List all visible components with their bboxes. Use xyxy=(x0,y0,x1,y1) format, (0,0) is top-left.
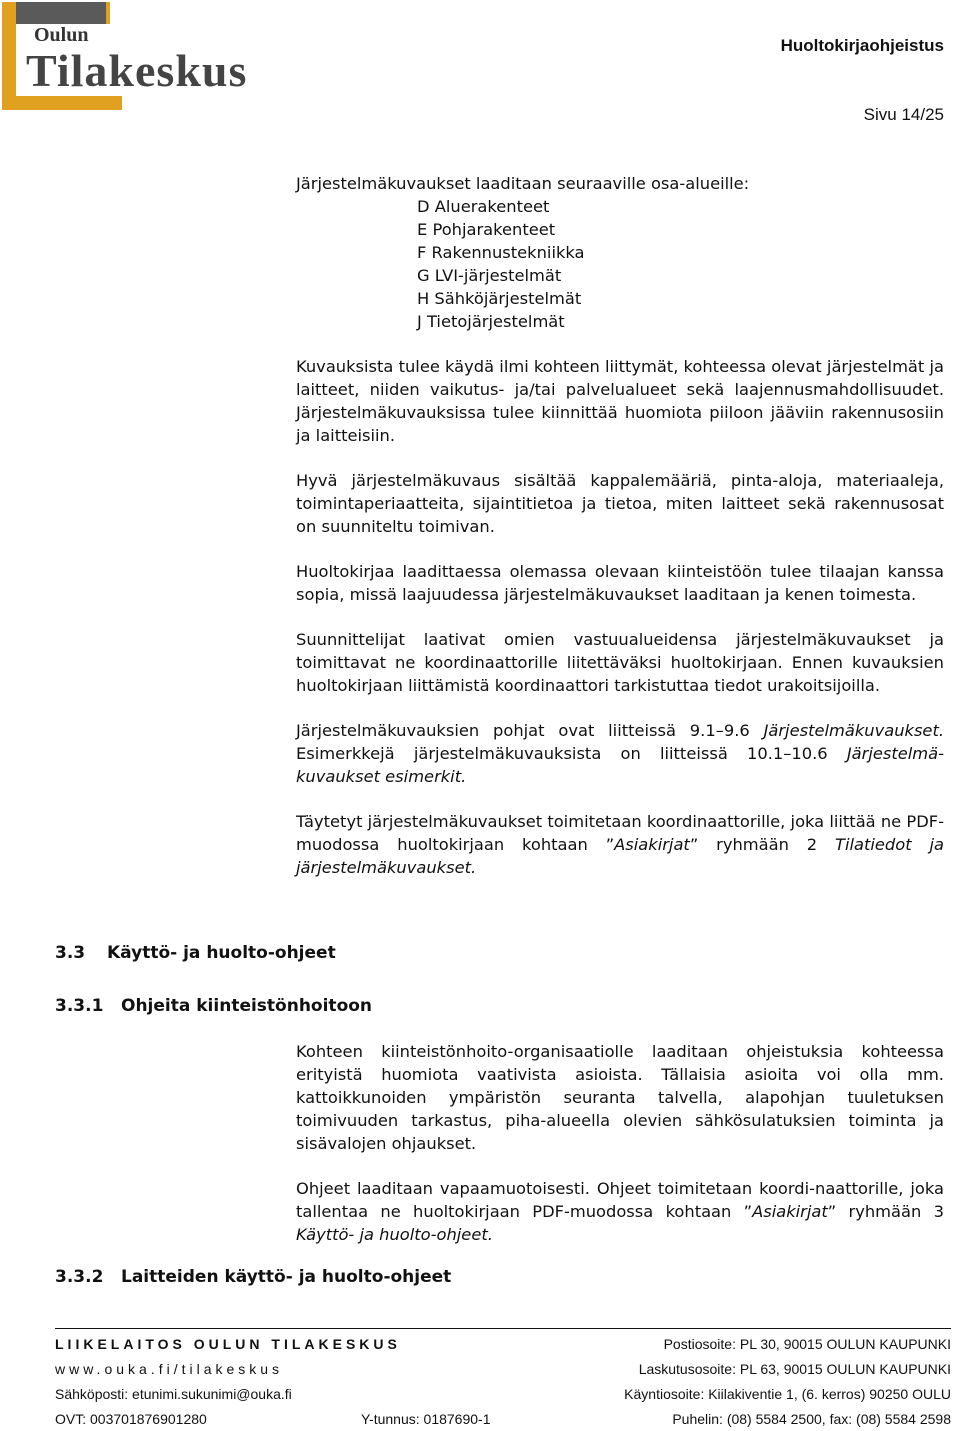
footer-billing-address: Laskutusosoite: PL 63, 90015 OULUN KAUPUNKI xyxy=(638,1361,951,1377)
heading-text: Käyttö- ja huolto-ohjeet xyxy=(107,943,336,963)
paragraph-attachments xyxy=(296,719,944,788)
folder-name: Asiakirjat xyxy=(614,835,690,854)
maintenance-content xyxy=(296,1040,944,1268)
text-run: Järjestelmäkuvauksien pohjat ovat liitteissä 9.1–9.6 xyxy=(296,721,764,740)
footer-email: Sähköposti: etunimi.sukunimi@ouka.fi xyxy=(55,1386,292,1402)
heading-number: 3.3.2 xyxy=(55,1267,104,1287)
list-item: H Sähköjärjestelmät xyxy=(417,289,582,308)
footer-ovt: OVT: 003701876901280 xyxy=(55,1411,207,1427)
list-intro: Järjestelmäkuvaukset laaditaan seuraaville osa-alueille: xyxy=(296,174,750,193)
footer-rule xyxy=(55,1328,951,1329)
text-run: ” ryhmään 3 xyxy=(827,1202,944,1221)
paragraph: Hyvä järjestelmäkuvaus sisältää kappalemääriä, pinta-aloja, materiaaleja, toimintaperiaatteita, sijaintitietoa ja tietoa, miten laitteet sekä rakennusosat on suunniteltu toimivan. xyxy=(296,471,944,536)
folder-name: Asiakirjat xyxy=(752,1202,828,1221)
tilakeskus-logo xyxy=(2,2,252,110)
footer-visit-address: Käyntiosoite: Kiilakiventie 1, (6. kerros) 90250 OULU xyxy=(624,1386,951,1402)
attachment-title: Järjestelmä-kuvaukset esimerkit. xyxy=(296,744,944,786)
subsystem-list xyxy=(296,172,944,333)
logo-text-main: Tilakeskus xyxy=(26,45,248,96)
page-footer xyxy=(0,1328,960,1431)
main-content xyxy=(296,172,944,901)
heading-text: Ohjeita kiinteistönhoitoon xyxy=(121,996,373,1016)
text-run: Esimerkkejä järjestelmäkuvauksista on liitteissä 10.1–10.6 xyxy=(296,744,847,763)
footer-phone: Puhelin: (08) 5584 2500, fax: (08) 5584 2598 xyxy=(672,1411,951,1427)
heading-3-3-2 xyxy=(55,1267,451,1287)
text-run: Täytetyt järjestelmäkuvaukset toimitetaan koordinaattorille, joka liittää ne PDF-muodossa huoltokirjaan kohtaan ” xyxy=(296,812,944,854)
text-run: ” ryhmään 2 xyxy=(689,835,836,854)
text-run: Ohjeet laaditaan vapaamuotoisesti. Ohjeet toimitetaan koordi-naattorille, joka tallentaa ne huoltokirjaan PDF-muodossa kohtaan ” xyxy=(296,1179,944,1221)
paragraph: Huoltokirjaa laadittaessa olemassa olevaan kiinteistöön tulee tilaajan kanssa sopia, missä laajuudessa järjestelmäkuvaukset laaditaan ja kenen toimesta. xyxy=(296,562,944,604)
footer-post-address: Postiosoite: PL 30, 90015 OULUN KAUPUNKI xyxy=(663,1336,951,1352)
logo-text-small: Oulun xyxy=(34,24,89,46)
paragraph-instructions xyxy=(296,1177,944,1246)
list-item: F Rakennustekniikka xyxy=(417,243,585,262)
list-item: E Pohjarakenteet xyxy=(417,220,556,239)
document-title: Huoltokirjaohjeistus xyxy=(780,36,944,55)
footer-web-link[interactable]: www.ouka.fi/tilakeskus xyxy=(55,1361,284,1377)
attachment-title: Järjestelmäkuvaukset. xyxy=(763,721,944,740)
heading-number: 3.3 xyxy=(55,943,86,963)
heading-3-3-1 xyxy=(55,996,372,1016)
footer-org: LIIKELAITOS OULUN TILAKESKUS xyxy=(55,1336,401,1352)
group-name: Käyttö- ja huolto-ohjeet. xyxy=(296,1225,493,1244)
list-item: J Tietojärjestelmät xyxy=(417,312,565,331)
list-item: G LVI-järjestelmät xyxy=(417,266,562,285)
paragraph: Suunnittelijat laativat omien vastuualueidensa järjestelmäkuvaukset ja toimittavat ne koordinaattorille liitettäväksi huoltokirjaan. Ennen kuvauksien huoltokirjaan liittämistä koordinaattori tarkistuttaa tiedot urakoitsijoilla. xyxy=(296,630,944,695)
heading-text: Laitteiden käyttö- ja huolto-ohjeet xyxy=(121,1267,452,1287)
paragraph: Kohteen kiinteistönhoito-organisaatiolle laaditaan ohjeistuksia kohteessa erityistä huomiota vaativista asioista. Tällaisia asioita voi olla mm. kattoikkunoiden ympäristön seuranta talvella, alapohjan tuuletuksen toimivuuden tarkastus, piha-alueella olevien sähkösulatuksien toiminta ja sisävalojen ohjaukset. xyxy=(296,1042,944,1153)
list-item: D Aluerakenteet xyxy=(417,197,550,216)
paragraph: Kuvauksista tulee käydä ilmi kohteen liittymät, kohteessa olevat järjestelmät ja laitteet, niiden vaikutus- ja/tai palvelualueet sekä laajennusmahdollisuudet. Järjestelmäkuvauksissa tulee kiinnittää huomiota piiloon jääviin rakennusosiin ja laitteisiin. xyxy=(296,357,944,445)
group-name: Tilatiedot ja järjestelmäkuvaukset. xyxy=(296,835,944,877)
heading-number: 3.3.1 xyxy=(55,996,104,1016)
page-number: Sivu 14/25 xyxy=(863,105,944,124)
footer-ytunnus: Y-tunnus: 0187690-1 xyxy=(361,1411,491,1427)
paragraph-delivery xyxy=(296,810,944,879)
heading-3-3 xyxy=(55,943,336,963)
